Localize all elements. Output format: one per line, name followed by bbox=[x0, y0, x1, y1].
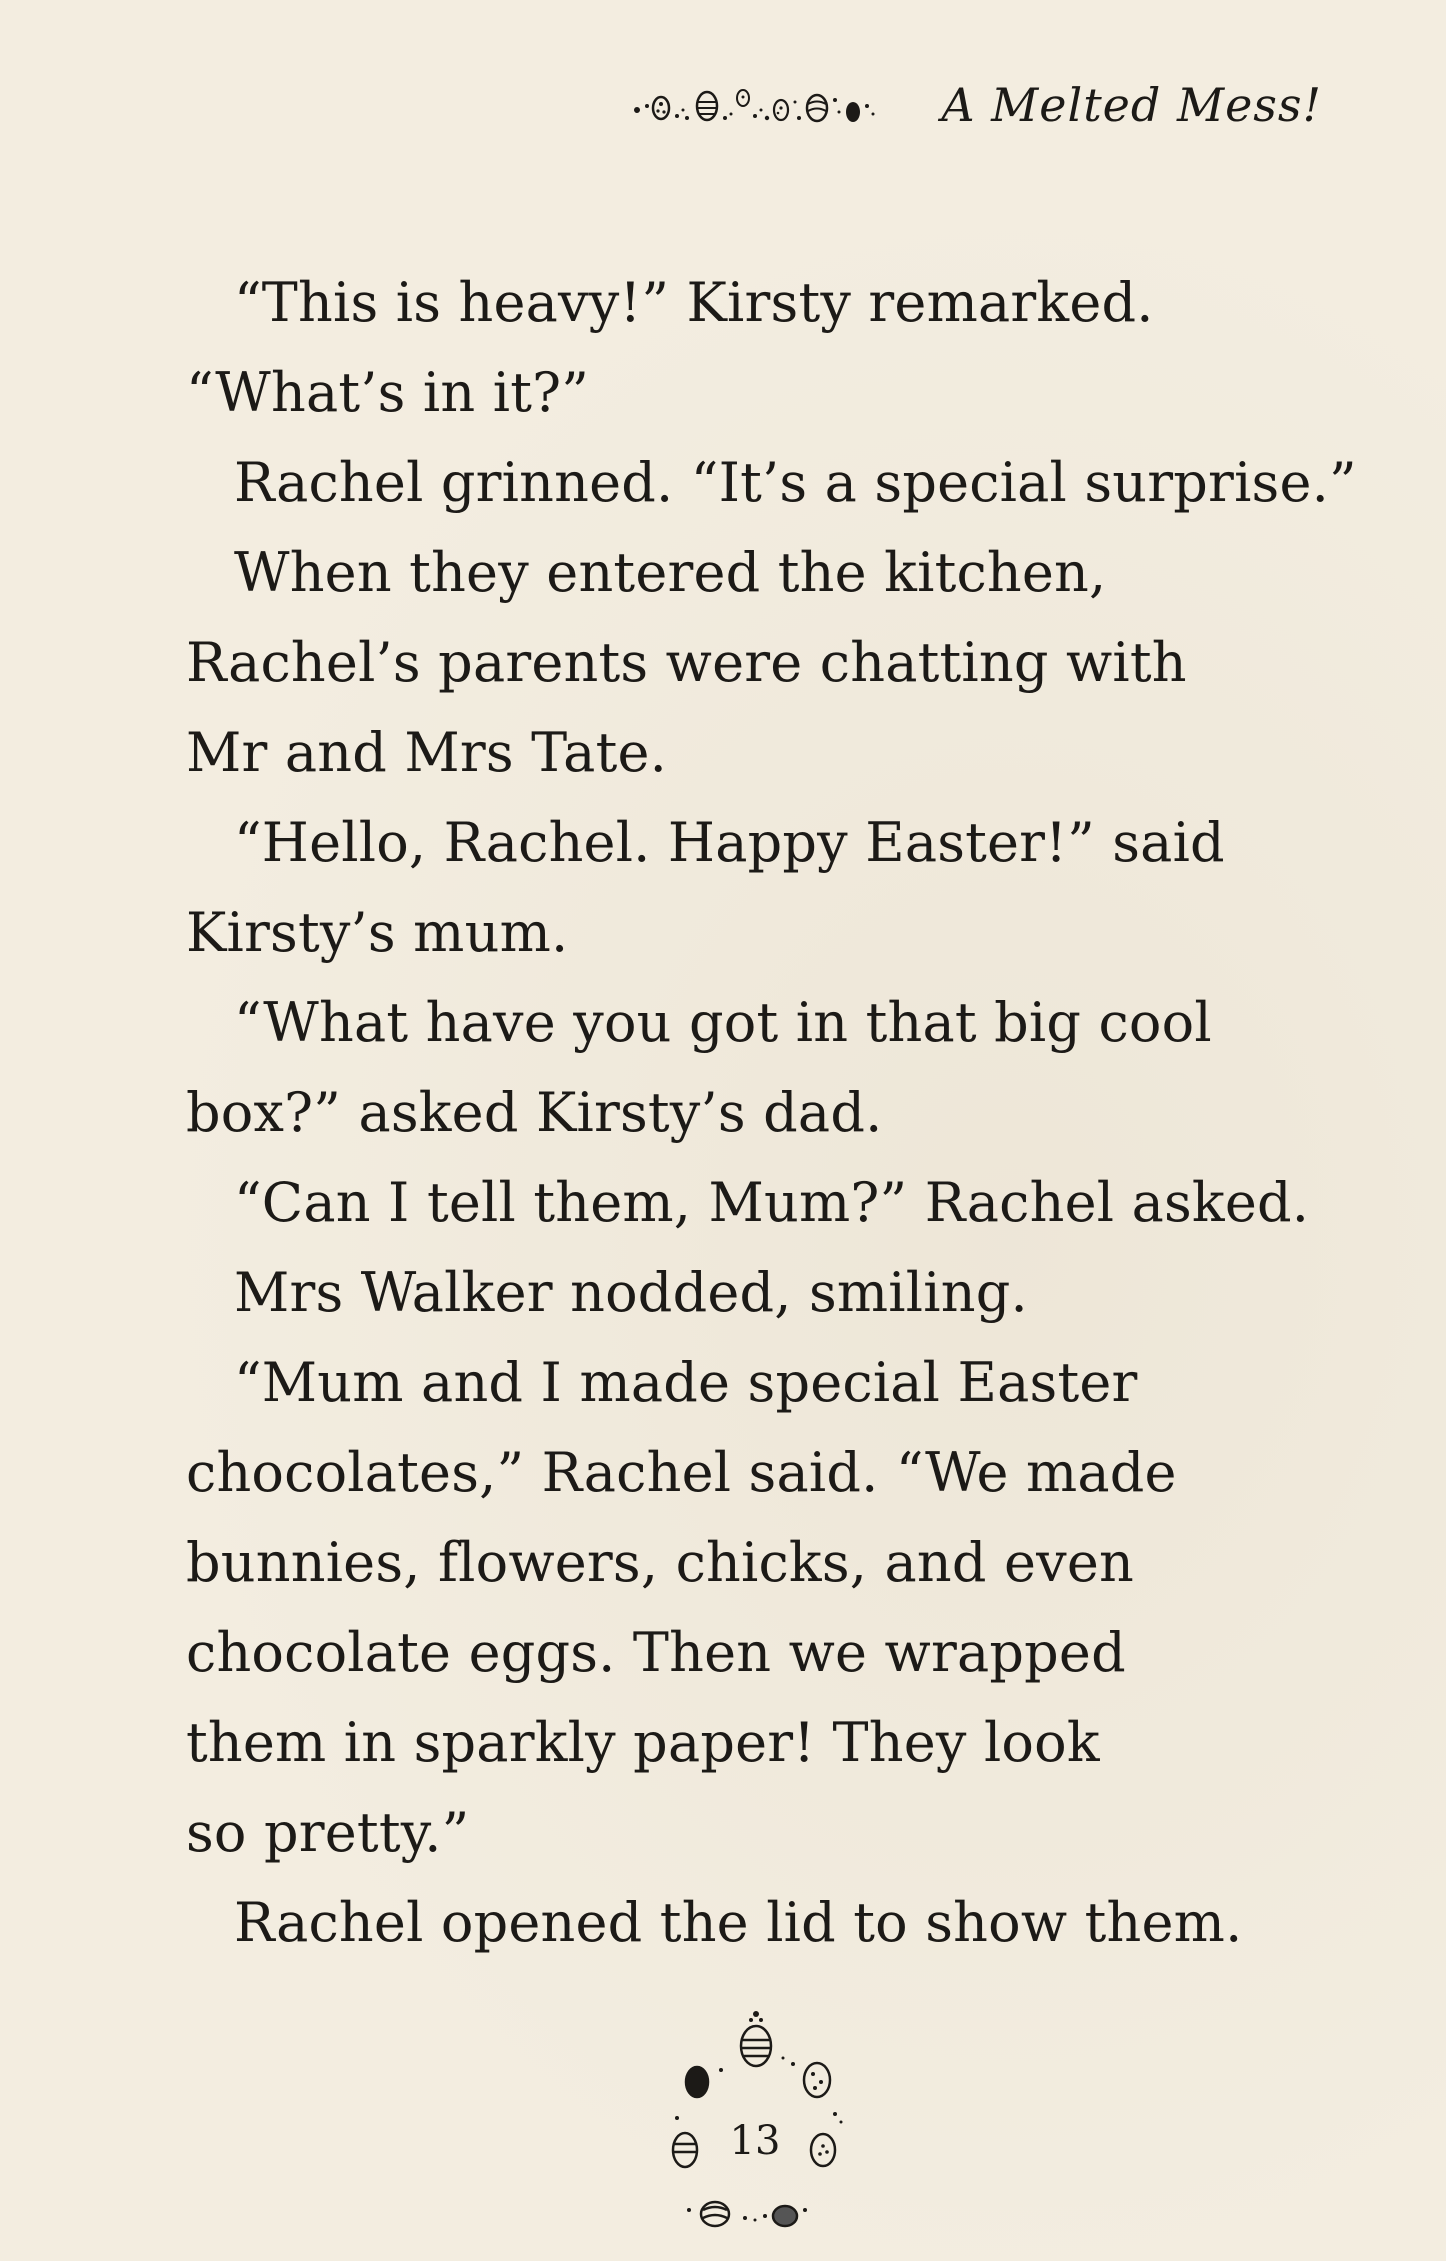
story-text bbox=[186, 258, 1357, 1968]
text-line: chocolates,” Rachel said. “We made bbox=[186, 1441, 1177, 1504]
text-line: bunnies, flowers, chicks, and even bbox=[186, 1531, 1134, 1594]
easter-egg-wreath-icon bbox=[655, 1990, 855, 2240]
text-line: box?” asked Kirsty’s dad. bbox=[186, 1081, 883, 1144]
page-header bbox=[631, 78, 1322, 132]
page-number: 13 bbox=[729, 2118, 781, 2164]
running-title: A Melted Mess! bbox=[941, 78, 1322, 132]
text-line: When they entered the kitchen, bbox=[234, 541, 1107, 604]
page-footer bbox=[655, 1990, 855, 2240]
text-line: “This is heavy!” Kirsty remarked. bbox=[234, 271, 1154, 334]
text-line: “What have you got in that big cool bbox=[234, 991, 1212, 1054]
text-line: Rachel opened the lid to show them. bbox=[234, 1891, 1243, 1954]
text-line: Rachel’s parents were chatting with bbox=[186, 631, 1187, 694]
text-line: Mrs Walker nodded, smiling. bbox=[234, 1261, 1028, 1324]
text-line: chocolate eggs. Then we wrapped bbox=[186, 1621, 1126, 1684]
easter-eggs-garland-icon bbox=[631, 80, 923, 130]
text-line: them in sparkly paper! They look bbox=[186, 1711, 1100, 1774]
text-line: “Mum and I made special Easter bbox=[234, 1351, 1138, 1414]
text-line: “Can I tell them, Mum?” Rachel asked. bbox=[234, 1171, 1310, 1234]
text-line: Mr and Mrs Tate. bbox=[186, 721, 667, 784]
text-line: “What’s in it?” bbox=[186, 361, 590, 424]
text-line: so pretty.” bbox=[186, 1801, 470, 1864]
text-line: Rachel grinned. “It’s a special surprise.” bbox=[234, 451, 1357, 514]
text-line: “Hello, Rachel. Happy Easter!” said bbox=[234, 811, 1225, 874]
text-line: Kirsty’s mum. bbox=[186, 901, 569, 964]
